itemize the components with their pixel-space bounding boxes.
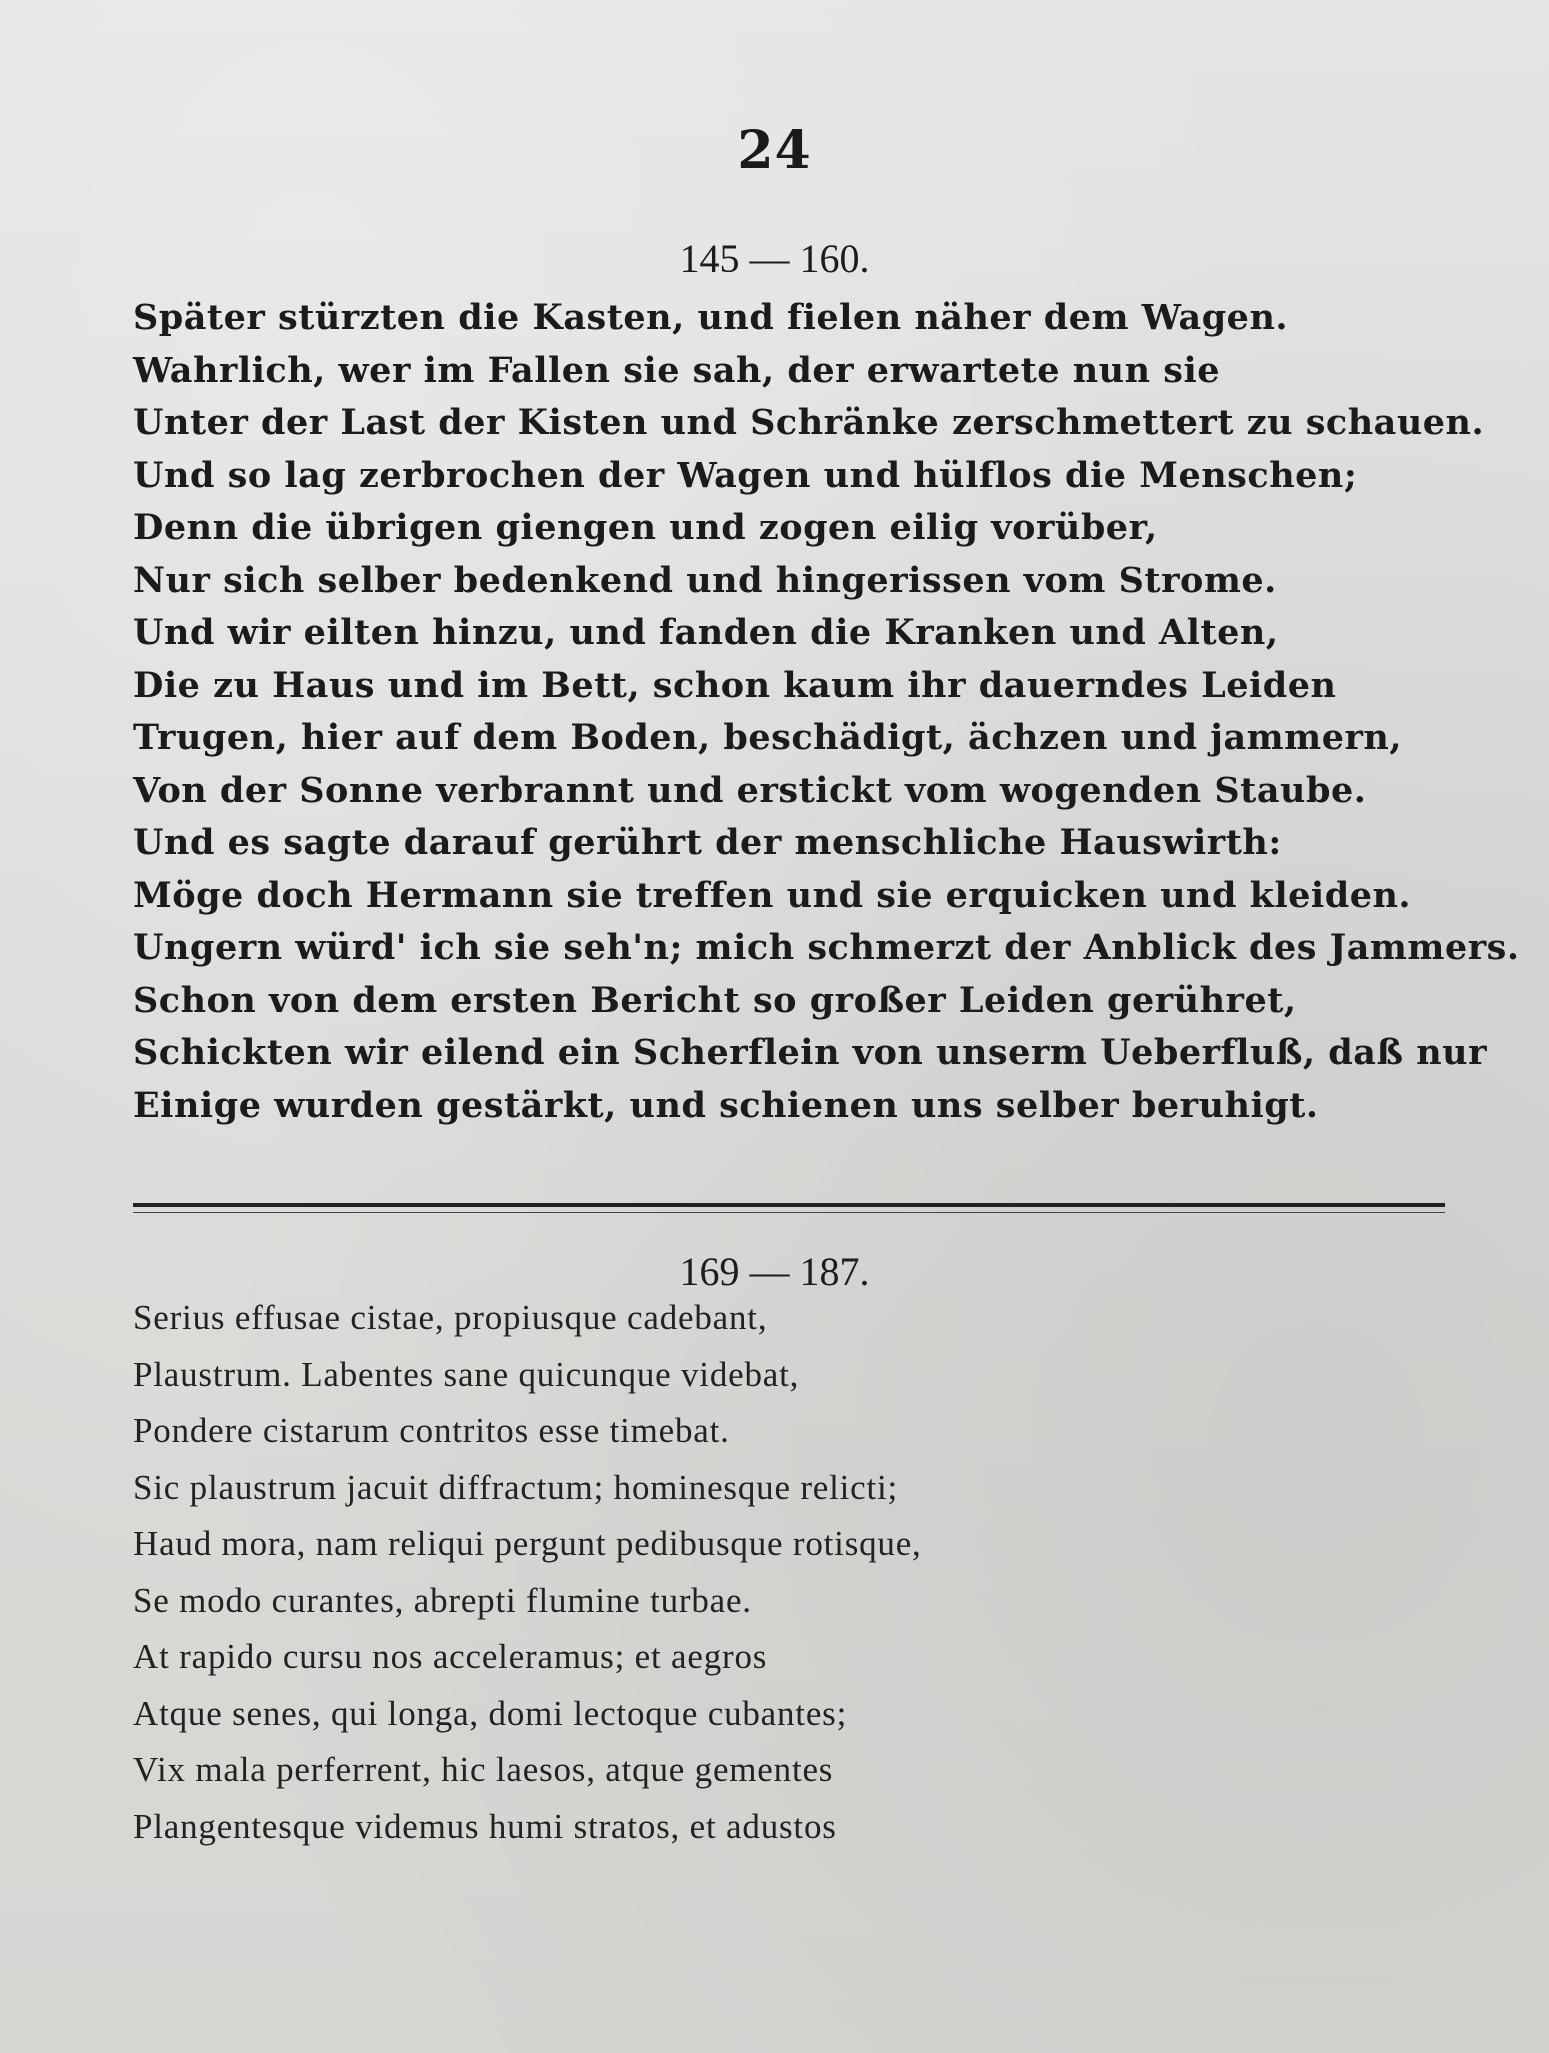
verse-line: Vix mala perferrent, hic laesos, atque gementes [133,1750,834,1789]
section-heading-latin: 169 — 187. [679,1249,870,1294]
verse-line: Und so lag zerbrochen der Wagen und hülflos die Menschen; [133,454,1358,496]
section-heading-german: 145 — 160. [679,236,870,281]
latin-verse-block [133,1290,1453,1855]
verse-line: Trugen, hier auf dem Boden, beschädigt, ächzen und jammern, [133,717,1403,758]
verse-line: Einige wurden gestärkt, und schienen uns selber beruhigt. [133,1084,1319,1126]
section-divider-thin [133,1212,1445,1213]
verse-line: Unter der Last der Kisten und Schränke zerschmettert zu schauen. [133,402,1485,443]
verse-line: Wahrlich, wer im Fallen sie sah, der erwartete nun sie [133,349,1221,391]
verse-line: Schickten wir eilend ein Scherflein von unserm Ueberfluß, daß nur [133,1032,1488,1073]
verse-line: Schon von dem ersten Bericht so großer Leiden gerühret, [133,979,1297,1021]
verse-line: At rapido cursu nos acceleramus; et aegros [133,1637,768,1676]
verse-line: Ungern würd' ich sie seh'n; mich schmerzt der Anblick des Jammers. [133,927,1520,968]
verse-line: Später stürzten die Kasten, und fielen näher dem Wagen. [133,297,1289,338]
verse-line: Von der Sonne verbrannt und erstickt vom wogenden Staube. [133,769,1367,811]
verse-line: Die zu Haus und im Bett, schon kaum ihr dauerndes Leiden [133,664,1337,706]
verse-line: Nur sich selber bedenkend und hingerissen vom Strome. [133,559,1277,601]
section-divider [133,1203,1445,1207]
verse-line: Sic plaustrum jacuit diffractum; hominesque relicti; [133,1467,899,1507]
german-verse-block [133,292,1520,1132]
verse-line: Möge doch Hermann sie treffen und sie erquicken und kleiden. [133,874,1412,916]
verse-line: Serius effusae cistae, propiusque cadebant, [133,1298,768,1337]
page-number: 24 [737,120,812,181]
verse-line: Denn die übrigen giengen und zogen eilig vorüber, [133,507,1158,548]
verse-line: Haud mora, nam reliqui pergunt pedibusque rotisque, [133,1524,922,1563]
verse-line: Pondere cistarum contritos esse timebat. [133,1411,730,1450]
verse-line: Atque senes, qui longa, domi lectoque cubantes; [133,1693,848,1733]
verse-line: Plaustrum. Labentes sane quicunque videbat, [133,1354,800,1394]
verse-line: Se modo curantes, abrepti flumine turbae. [133,1580,752,1620]
verse-line: Und wir eilten hinzu, und fanden die Kranken und Alten, [133,612,1279,653]
verse-line: Und es sagte darauf gerührt der menschliche Hauswirth: [133,822,1282,863]
verse-line: Plangentesque videmus humi stratos, et adustos [133,1806,837,1846]
